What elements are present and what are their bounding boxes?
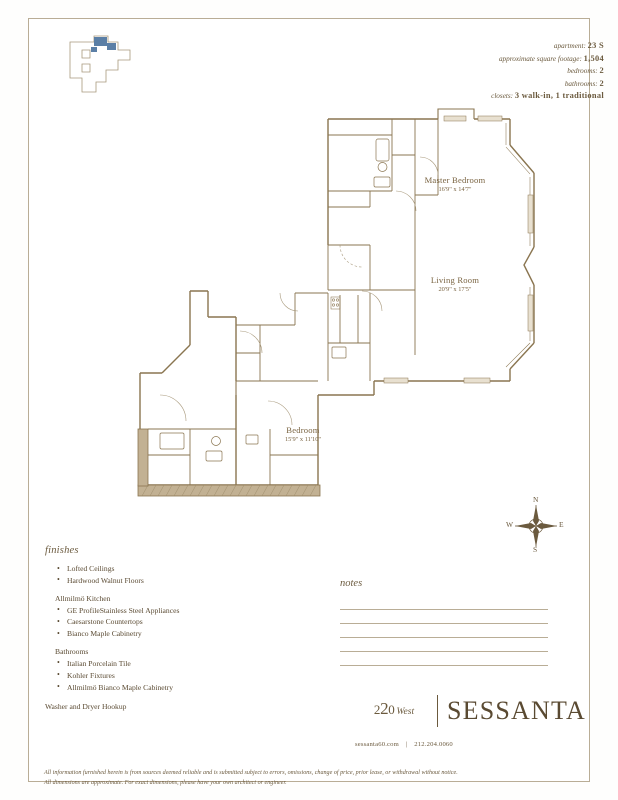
compass-icon (505, 495, 567, 557)
list-item: • GE ProfileStainless Steel Appliances (45, 605, 345, 617)
brand-logo (355, 695, 586, 735)
room-dims-bedroom: 15'9" x 11'10" (284, 435, 322, 443)
spec-value-sqft: 1,504 (583, 53, 604, 63)
finishes-title: finishes (45, 545, 79, 556)
notes-line[interactable] (340, 596, 548, 610)
finishes-group-title: Allmilmö Kitchen (55, 593, 111, 603)
contact-line (355, 741, 453, 748)
contact-phone[interactable]: 212.204.0060 (414, 741, 453, 748)
room-dims-master-bedroom: 16'9" x 14'7" (438, 185, 472, 193)
notes-title: notes (340, 578, 363, 589)
finishes-section (45, 545, 345, 711)
room-name-bedroom: Bedroom (286, 425, 320, 435)
notes-line[interactable] (340, 638, 548, 652)
spec-label-bedrooms: bedrooms: (567, 67, 598, 76)
room-name-living-room: Living Room (430, 275, 480, 285)
notes-line[interactable] (340, 610, 548, 624)
finishes-washer-dryer: Washer and Dryer Hookup (45, 702, 127, 712)
finishes-group-title: Bathrooms (55, 646, 89, 656)
room-dims-living-room: 20'9" x 17'5" (438, 285, 472, 293)
contact-separator: | (405, 741, 408, 748)
spec-value-bathrooms: 2 (599, 78, 604, 88)
list-item: • Caesarstone Countertops (45, 616, 345, 628)
list-item: • Allmilmö Bianco Maple Cabinetry (45, 682, 345, 694)
compass-east-label: E (559, 520, 564, 529)
spec-value-closets: 3 walk-in, 1 traditional (514, 91, 604, 101)
floor-plan (40, 95, 560, 540)
spec-row-sqft (491, 53, 604, 66)
apartment-spec-block (491, 40, 604, 103)
compass-west-label: W (506, 520, 514, 529)
spec-label-apartment: apartment: (553, 42, 586, 50)
list-item: • Hardwood Walnut Floors (45, 575, 345, 587)
finishes-group-bathrooms (45, 647, 345, 693)
list-item: • Lofted Ceilings (45, 563, 345, 575)
finishes-group-list (45, 658, 345, 693)
list-item: • Kohler Fixtures (45, 670, 345, 682)
compass-rose (505, 495, 567, 557)
finishes-intro-group (45, 563, 345, 587)
spec-label-sqft: approximate square footage: (498, 54, 582, 63)
spec-row-bedrooms (491, 65, 604, 78)
disclaimer-line-1: All information furnished herein is from sources deemed reliable and is submitted subject to errors, omissions, change of price, prior lease, or withdrawal without notice. (44, 770, 458, 777)
legal-disclaimer (44, 769, 544, 788)
finishes-group-list (45, 605, 345, 640)
key-map-highlight (91, 37, 116, 52)
finishes-intro-list (45, 563, 345, 587)
notes-line[interactable] (340, 652, 548, 666)
plumbing-fixtures (160, 139, 390, 461)
spec-label-bathrooms: bathrooms: (564, 79, 598, 88)
logo-number: 220 (373, 699, 395, 718)
compass-south-label: S (533, 545, 538, 554)
spec-value-bedrooms: 2 (599, 66, 604, 76)
disclaimer-line-2: All dimensions are approximate. For exact dimensions, please have your own architect or engineer. (44, 779, 287, 786)
room-label-master-bedroom (395, 175, 515, 194)
windows (384, 116, 533, 383)
finishes-group-kitchen (45, 594, 345, 640)
spec-row-bathrooms (491, 78, 604, 91)
room-label-living-room (400, 275, 510, 294)
list-item: • Bianco Maple Cabinetry (45, 628, 345, 640)
spec-value-apartment: 23 S (587, 41, 604, 50)
floor-key-map (60, 30, 140, 100)
room-label-bedroom (248, 425, 358, 444)
logo-west-word: West (396, 707, 415, 717)
logo-divider (437, 695, 438, 727)
room-name-master-bedroom: Master Bedroom (424, 175, 486, 185)
floor-plan-drawing (40, 95, 560, 540)
spec-row-apartment (491, 40, 604, 53)
contact-website[interactable]: sessanta60.com (355, 741, 400, 748)
spec-label-closets: closets: (491, 92, 514, 101)
notes-line[interactable] (340, 624, 548, 638)
notes-section (340, 578, 548, 666)
list-item: • Italian Porcelain Tile (45, 658, 345, 670)
compass-north-label: N (533, 495, 539, 504)
logo-brand-name: SESSANTA (447, 696, 586, 725)
220-west-logo (355, 699, 433, 719)
